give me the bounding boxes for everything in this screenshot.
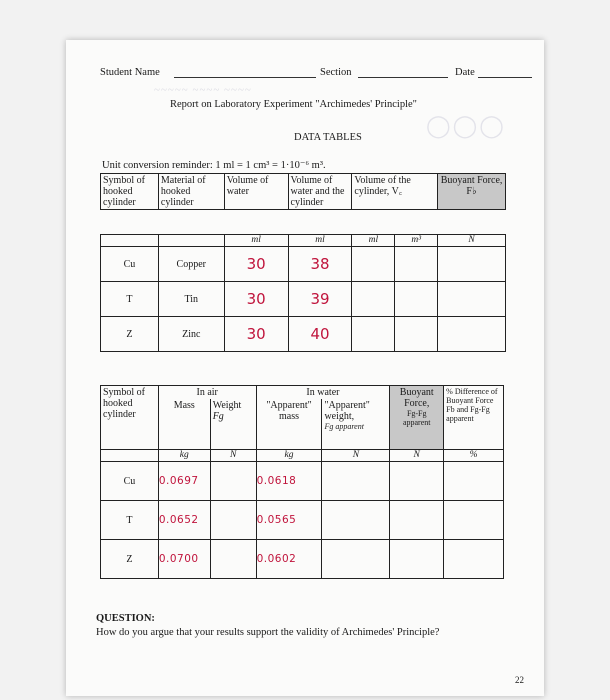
weight-table	[100, 385, 504, 579]
t1-unit-4: ml	[352, 235, 395, 247]
t2-mass-t[interactable]: 0.0652	[158, 501, 210, 540]
t2-header-in-air: In air	[158, 386, 256, 400]
t1-vol-ml-cu[interactable]	[352, 247, 395, 282]
t1-symbol-z: Z	[101, 317, 159, 352]
t2-header-in-water: In water	[256, 386, 390, 400]
t2-symbol-z: Z	[101, 540, 159, 579]
t1-material-tin: Tin	[158, 282, 224, 317]
t2-buoyant-z[interactable]	[390, 540, 444, 579]
t2-unit-6: %	[444, 450, 504, 462]
question-text: How do you argue that your results support the validity of Archimedes' Principle?	[96, 627, 440, 638]
t1-header-material: Material of hooked cylinder	[158, 174, 224, 210]
t2-unit-2: N	[210, 450, 256, 462]
worksheet-page	[66, 40, 544, 696]
t1-buoyant-t[interactable]	[438, 282, 506, 317]
t1-header-water: Volume of water	[224, 174, 288, 210]
t2-unit-5: N	[390, 450, 444, 462]
t1-water-cyl-t[interactable]: 39	[288, 282, 352, 317]
t2-mass-z[interactable]: 0.0700	[158, 540, 210, 579]
volume-table	[100, 173, 506, 210]
t2-header-weight	[210, 399, 256, 450]
t2-header-buoyant	[390, 386, 444, 450]
t1-material-copper: Copper	[158, 247, 224, 282]
table-row	[101, 282, 506, 317]
t2-app-weight-sym: Fg apparent	[324, 422, 364, 431]
t1-water-cyl-z[interactable]: 40	[288, 317, 352, 352]
t1-water-t[interactable]: 30	[224, 282, 288, 317]
t1-header-water-cylinder: Volume of water and the cylinder	[288, 174, 352, 210]
student-name-field[interactable]	[174, 67, 316, 78]
t1-symbol-cu: Cu	[101, 247, 159, 282]
t1-material-zinc: Zinc	[158, 317, 224, 352]
t1-header-symbol: Symbol of hooked cylinder	[101, 174, 159, 210]
t1-vol-m3-t[interactable]	[395, 282, 438, 317]
t1-header-buoyant: Buoyant Force, F♭	[438, 174, 506, 210]
background-logo: ◯◯◯	[426, 114, 506, 139]
t2-unit-3: kg	[256, 450, 322, 462]
t2-buoyant-t[interactable]	[390, 501, 444, 540]
t2-unit-0	[101, 450, 159, 462]
t2-unit-1: kg	[158, 450, 210, 462]
unit-reminder: Unit conversion reminder: 1 ml = 1 cm³ = 1·10⁻⁶ m³.	[102, 160, 326, 171]
t2-header-app-mass: "Apparent" mass	[256, 399, 322, 450]
t2-buoyant-cu[interactable]	[390, 462, 444, 501]
table-row	[101, 462, 504, 501]
t1-header-cylinder-volume: Volume of the cylinder, V꜀	[352, 174, 438, 210]
t2-header-diff: % Difference of Buoyant Force Fb and Fg-Fg apparent	[444, 386, 504, 450]
t2-app-weight-t[interactable]	[322, 501, 390, 540]
table-row	[101, 317, 506, 352]
t2-diff-z[interactable]	[444, 540, 504, 579]
t1-unit-6: N	[438, 235, 506, 247]
t2-app-weight-z[interactable]	[322, 540, 390, 579]
table-row	[101, 501, 504, 540]
report-title: Report on Laboratory Experiment "Archimedes' Principle"	[170, 99, 417, 110]
t1-symbol-t: T	[101, 282, 159, 317]
t2-unit-4: N	[322, 450, 390, 462]
table-row	[101, 247, 506, 282]
t1-vol-ml-t[interactable]	[352, 282, 395, 317]
date-field[interactable]	[478, 67, 532, 78]
table-row	[101, 540, 504, 579]
t2-weight-z[interactable]	[210, 540, 256, 579]
t2-header-symbol: Symbol of hooked cylinder	[101, 386, 159, 450]
t2-app-mass-cu[interactable]: 0.0618	[256, 462, 322, 501]
section-field[interactable]	[358, 67, 448, 78]
section-label: Section	[320, 67, 352, 78]
page-number: 22	[515, 675, 524, 685]
volume-table-body	[100, 234, 506, 352]
t2-app-weight-cu[interactable]	[322, 462, 390, 501]
t2-app-mass-t[interactable]: 0.0565	[256, 501, 322, 540]
t2-diff-cu[interactable]	[444, 462, 504, 501]
t1-unit-2: ml	[224, 235, 288, 247]
t2-symbol-t: T	[101, 501, 159, 540]
t2-header-mass: Mass	[158, 399, 210, 450]
t1-buoyant-cu[interactable]	[438, 247, 506, 282]
t2-buoyant-label: Buoyant Force,	[399, 387, 434, 409]
t1-water-cyl-cu[interactable]: 38	[288, 247, 352, 282]
watermark: ~~~~~ ~~~~ ~~~~	[154, 84, 252, 96]
t2-weight-sym: Fg	[212, 411, 224, 422]
data-tables-heading: DATA TABLES	[294, 132, 362, 143]
question-label: QUESTION:	[96, 613, 155, 624]
t1-unit-5: m³	[395, 235, 438, 247]
t2-weight-cu[interactable]	[210, 462, 256, 501]
t1-water-cu[interactable]: 30	[224, 247, 288, 282]
date-label: Date	[455, 67, 475, 78]
t2-weight-t[interactable]	[210, 501, 256, 540]
t1-vol-m3-z[interactable]	[395, 317, 438, 352]
question-block	[96, 612, 439, 640]
t2-buoyant-sym: Fg-Fg apparent	[402, 409, 431, 427]
t2-header-app-weight	[322, 399, 390, 450]
t1-unit-1	[158, 235, 224, 247]
t2-symbol-cu: Cu	[101, 462, 159, 501]
student-name-label: Student Name	[100, 67, 160, 78]
t1-unit-0	[101, 235, 159, 247]
t2-diff-t[interactable]	[444, 501, 504, 540]
t1-vol-ml-z[interactable]	[352, 317, 395, 352]
t1-buoyant-z[interactable]	[438, 317, 506, 352]
t2-mass-cu[interactable]: 0.0697	[158, 462, 210, 501]
t2-app-weight-label: "Apparent" weight,	[324, 400, 370, 422]
t1-unit-3: ml	[288, 235, 352, 247]
t2-app-mass-z[interactable]: 0.0602	[256, 540, 322, 579]
t1-water-z[interactable]: 30	[224, 317, 288, 352]
t1-vol-m3-cu[interactable]	[395, 247, 438, 282]
t2-weight-label: Weight	[212, 400, 242, 411]
